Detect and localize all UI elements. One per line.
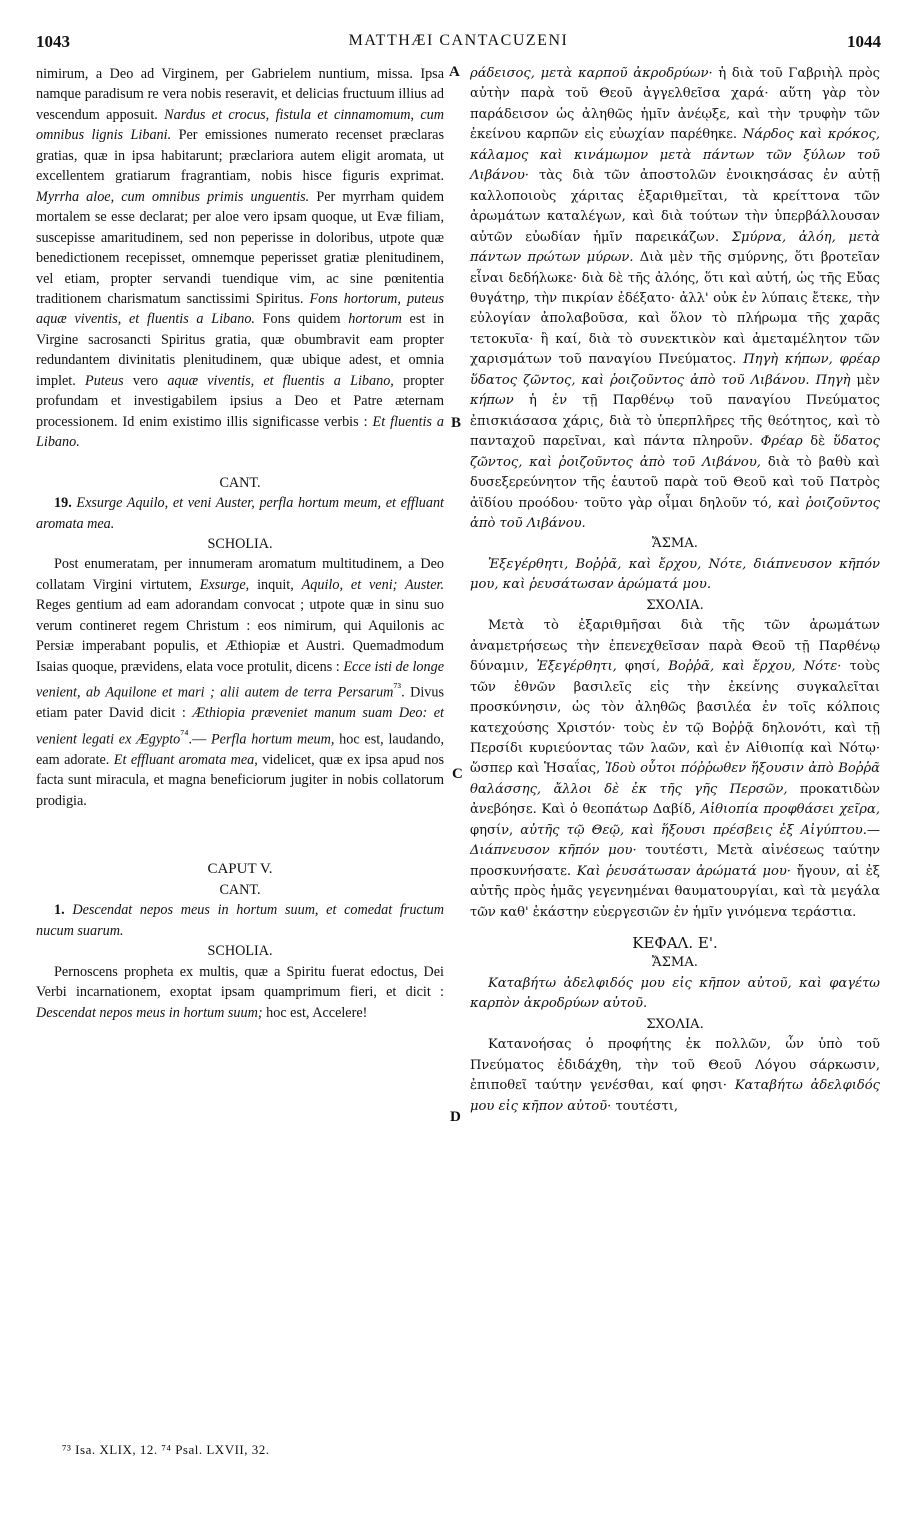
text: videlicet, quæ ex ipsa apud nos facta sunt miracula, et magna beneficiorum jugiter in nobis collatorum prodigia. bbox=[36, 751, 445, 809]
verse-19 bbox=[36, 493, 444, 534]
page-number-right: 1044 bbox=[847, 32, 881, 51]
page-number-left: 1043 bbox=[36, 32, 70, 51]
quote: Et effluant aromata mea, bbox=[113, 751, 258, 768]
quote: Et fluentis a Libano. bbox=[36, 413, 444, 451]
verse-1 bbox=[36, 900, 444, 941]
section-heading-scholia: ΣΧΟΛΙΑ. bbox=[646, 1016, 704, 1032]
section-heading-cant: CANT. bbox=[219, 474, 261, 491]
text: τὰς διὰ τῶν ἀποστολῶν ἐνοικησάσας ἐν αὐτῇ καλλοποιοὺς χάριτας ἐξαριθμεῖται, τὰ κρείττονα τῶν ἀρωμάτων καταλέγων, καὶ διὰ τούτων τὴν ὑπερβάλλουσαν αὐτῶν εὐωδίαν ἡμῖν παρεικάζων. bbox=[470, 168, 880, 245]
greek-paragraph-1 bbox=[470, 64, 880, 534]
quote: Καταβήτω ἀδελφιδός μου εἰς κῆπον αὐτοῦ· bbox=[470, 1078, 880, 1114]
chapter-heading: CAPUT V. bbox=[207, 861, 273, 878]
text: Reges gentium ad eam adorandam convocat ; utpote quæ in sinu suo verum contineret regem Christum : eos nimirum, qui Aquilonis ac Persiæ imperabant populis, et Æthiopiæ et Austri. Quemadmodum Isaias quoque, prævidens, elata voce protulit, dicens : bbox=[36, 597, 444, 675]
quote: Aquilo, et veni; Auster. bbox=[301, 576, 444, 593]
quote: Nardus et crocus, fistula et cinnamomum, cum omnibus lignis Libani. bbox=[36, 106, 445, 144]
text: Pernoscens propheta ex multis, quæ a Spiritu fuerat edoctus, Dei Verbi incarnationem, exoptat ipsam quamprimum fieri, et dicit : bbox=[36, 963, 444, 1001]
section-heading-scholia: SCHOLIA. bbox=[207, 943, 273, 960]
quote: Καὶ ῥευσάτωσαν ἀρώματά μου· bbox=[576, 863, 791, 879]
quote: ὕδατος ζῶντος, καὶ ῥοιζοῦντος ἀπὸ τοῦ Λιβάνου, bbox=[470, 434, 881, 470]
text: δὲ bbox=[810, 434, 826, 450]
latin-paragraph-3 bbox=[36, 962, 444, 1023]
quote: αὐτῆς τῷ Θεῷ, καὶ ἥξουσι πρέσβεις ἐξ Αἰγύπτου.—Διάπνευσον κῆπόν μου· bbox=[470, 822, 880, 859]
footnote-ref: ⁷³ bbox=[393, 680, 402, 695]
quote: Ἰδοὺ οὗτοι πόῤῥωθεν ἥξουσιν ἀπὸ Βοῤῥᾶ θαλάσσης, ἄλλοι δὲ ἐκ τῆς γῆς Περσῶν, bbox=[470, 761, 880, 797]
footnotes: ⁷³ Isa. XLIX, 12. ⁷⁴ Psal. LXVII, 32. bbox=[62, 1442, 270, 1457]
quote: Πηγὴ κήπων, φρέαρ ὕδατος ζῶντος, καὶ ῥοιζοῦντος ἀπὸ τοῦ Λιβάνου. bbox=[470, 352, 880, 388]
quote: Descendat nepos meus in hortum suum; bbox=[36, 1004, 263, 1021]
text: .— bbox=[188, 731, 207, 748]
quote: Æthiopia præveniet manum suam Deo: et venient legati ex Ægypto bbox=[36, 705, 445, 748]
text: Post enumeratam, per innumeram aromatum multitudinem, a Deo collatam Virgini virtutem, bbox=[36, 556, 444, 593]
text: ἡ διὰ τοῦ Γαβριὴλ πρὸς αὐτὴν παρὰ τοῦ Θεοῦ ἀγγελθεῖσα χαρά· αὕτη γὰρ τὸν παράδεισον ὡς ἀληθῶς ἡμῖν ἀνέῳξε, καὶ τὴν τρυφὴν τῶν ἐκείνου καρπῶν εἰς εὐωχίαν παρέθηκε. bbox=[470, 66, 881, 143]
footnote-ref: ⁷⁴ bbox=[180, 726, 189, 741]
text: Per emissiones numerato recenset præclaras gratias, quæ in ipsa habitarunt; præclariora autem eligit aromata, ut excellentem gratiarum fragrantiam, nobis hisce figuris exprimat. bbox=[36, 127, 444, 185]
margin-letter-a: A bbox=[449, 64, 460, 80]
running-title: MATTHÆI CANTACUZENI bbox=[348, 32, 569, 49]
text: διὰ τὸ βαθὺ καὶ δυσεξερεύνητον τῆς ἑαυτοῦ παρὰ τοῦ Θεοῦ καὶ τοῦ Πατρὸς ἀϊδίου προόδου· τοῦτο γὰρ οἶμαι δηλοῦν τό, bbox=[470, 454, 880, 511]
text: προκατιδὼν ἀνεβόησε. Καὶ ὁ θεοπάτωρ Δαβίδ, bbox=[470, 781, 880, 818]
quote: κήπων bbox=[470, 393, 514, 409]
quote: aquæ viventis, et fluentis a Libano, bbox=[167, 372, 394, 389]
verse-text: Descendat nepos meus in hortum suum, et comedat fructum nucum suarum. bbox=[36, 902, 445, 939]
text: Διὰ μὲν τῆς σμύρνης, ὅτι βροτεῖαν εἶναι δεδήλωκε· διὰ δὲ τῆς ἀλόης, ὅτι καὶ αὐτή, ὡς τῆς Εὔας θυγάτηρ, τὴν πικρίαν ἐδέξατο· ἀλλ' οὐκ ἐν λύπαις ἔτεκε, τὴν εὐλογίαν ἀπολαβοῦσα, καὶ ὅλον τὸ πλήρωμα τῆς χαρᾶς τετοκυῖα· ἢ καί, διὰ τὸ συνεκτικὸν καὶ ἀμεταμέλητον τῶν χαρισμάτων τοῦ παναγίου Πνεύματος. bbox=[470, 250, 880, 368]
text: μὲν bbox=[856, 372, 881, 388]
quote: Puteus bbox=[85, 372, 124, 389]
greek-paragraph-3 bbox=[470, 1035, 880, 1117]
quote: Myrrha aloe, cum omnibus primis unguentis. bbox=[36, 188, 310, 205]
quote: Πηγὴ bbox=[815, 372, 851, 388]
quote: Σμύρνα, ἀλόη, μετὰ πάντων πρώτων μύρων. bbox=[470, 229, 881, 266]
text: Μετὰ τὸ ἐξαριθμῆσαι διὰ τῆς τῶν ἀρωμάτων ἀναμετρήσεως τὴν ἐπενεχθεῖσαν παρὰ Θεοῦ τῇ Παρθένῳ δύναμιν, bbox=[470, 618, 880, 675]
text: nimirum, a Deo ad Virginem, per Gabrielem nuntium, missa. Ipsa namque paradisum re vera nobis reseravit, et delicias fructuum illius ad vescendum apposuit. bbox=[36, 66, 444, 123]
text: est in Virgine sacrosancti Spiritus gratia, quæ obumbravit eam propter redundantem divinitatis plenitudinem, quæ ubique adest, et omnia implet. bbox=[36, 311, 445, 389]
section-heading-scholia: ΣΧΟΛΙΑ. bbox=[646, 597, 704, 613]
text: hoc est, Accelere! bbox=[266, 1004, 368, 1021]
section-heading-asma: ἌΣΜΑ. bbox=[652, 955, 698, 971]
quote: ράδεισος, μετὰ καρποῦ ἀκροδρύων· bbox=[470, 66, 713, 81]
text: Fons quidem bbox=[262, 311, 341, 328]
quote: Βοῤῥᾶ, καὶ ἔρχου, Νότε· bbox=[668, 659, 842, 675]
text: φησίν, bbox=[470, 822, 514, 838]
quote: Fons hortorum, puteus aquæ viventis, et fluentis a Libano. bbox=[36, 290, 445, 328]
quote: καὶ ῥοιζοῦντος ἀπὸ τοῦ Λιβάνου. bbox=[470, 495, 880, 531]
text: τουτέστι, bbox=[615, 1098, 679, 1114]
text: τοὺς τῶν ἐθνῶν βασιλεῖς εἰς τὴν ἐκείνης συγκαλεῖται προσκύνησιν, ὡς τὸν ἀληθῶς βασιλέα ἐν τοῖς κόλποις κατεχούσης Χριστόν· τοὺς ἐν τῷ Βοῤῥᾷ δηλονότι, καὶ τῇ Περσίδι κυριεύοντας τῶν λαῶν, καὶ ἐν Αἰθιοπίᾳ καὶ Νότῳ· ὥσπερ καὶ Ἡσαΐας, bbox=[470, 659, 880, 777]
section-heading-cant: CANT. bbox=[219, 881, 261, 898]
text: Κατανοήσας ὁ προφήτης ἐκ πολλῶν, ὧν ὑπὸ τοῦ Πνεύματος ἐδιδάχθη, τὴν τοῦ Θεοῦ Λόγου σάρκωσιν, ἐπιποθεῖ ταύτην γενέσθαι, καί φησι· bbox=[470, 1037, 880, 1094]
quote: Αἰθιοπία προφθάσει χεῖρα, bbox=[700, 802, 880, 818]
text: φησί, bbox=[624, 659, 661, 675]
text: . Divus etiam pater David dicit : bbox=[36, 684, 444, 722]
text: inquit, bbox=[257, 576, 294, 593]
text: vero bbox=[132, 372, 159, 389]
margin-letter-d: D bbox=[450, 1109, 461, 1125]
verse-number: 19. bbox=[54, 495, 72, 512]
section-heading-scholia: SCHOLIA. bbox=[207, 535, 273, 552]
verse-number: 1. bbox=[54, 902, 65, 919]
verse-text: Exsurge Aquilo, et veni Auster, perfla hortum meum, et effluant aromata mea. bbox=[36, 495, 445, 532]
page-header bbox=[36, 32, 881, 56]
text: ἡ ἐν τῇ Παρθένῳ τοῦ παναγίου Πνεύματος ἐπισκιάσασα χάρις, διὰ τὸ ὑπερπλῆρες τῆς θεότητος, καὶ τὸ πανταχοῦ παρεῖναι, καὶ πάντα πληροῦν. bbox=[470, 393, 880, 450]
text: ἤγουν, αἱ ἐξ αὐτῆς πρὸς ἡμᾶς γεγενημέναι θαυματουργίαι, καὶ τὰ μεγάλα τῶν καθ' ἑκάστην εὐεργεσιῶν ἐν ἡμῖν γινόμενα τεράστια. bbox=[470, 863, 880, 920]
quote: Ἐξεγέρθητι, bbox=[536, 659, 617, 675]
chapter-heading: ΚΕΦΑΛ. Ε'. bbox=[632, 934, 718, 953]
margin-letter-c: C bbox=[452, 766, 463, 782]
text: τουτέστι, Μετὰ αἰνέσεως ταύτην προσκυνήσατε. bbox=[470, 843, 881, 879]
quote: hortorum bbox=[348, 311, 402, 328]
text: propter profundam et investigabilem ipsius a Deo et Patre æternam processionem. Id enim existimo illis significasse verbis : bbox=[36, 372, 445, 430]
latin-column bbox=[36, 64, 444, 1023]
quote: Νάρδος καὶ κρόκος, κάλαμος καὶ κινάμωμον μετὰ πάντων τῶν ξύλων τοῦ Λιβάνου· bbox=[470, 127, 880, 184]
quote: Exsurge, bbox=[199, 576, 250, 593]
latin-paragraph-1 bbox=[36, 64, 444, 453]
quote: Ecce isti de longe venient, ab Aquilone et mari ; alii autem de terra Persarum bbox=[36, 658, 444, 701]
margin-letter-b: B bbox=[451, 415, 462, 431]
greek-paragraph-2 bbox=[470, 616, 880, 923]
text: Per myrrham quidem mortalem se esse declarat; per aloe vero ipsam quoque, ut Evæ filiam, suscepisse amaritudinem, sed non peperisse in doloribus, utpote quæ benedictionem recepisset, omnemque peperisset gratiæ plenitudinem, vel etiam, propter servandi tuendique vim, ac sine pœnitentia traditionem charismatum sanctissimi Spiritus. bbox=[36, 188, 444, 307]
verse-19-greek: Ἐξεγέρθητι, Βοῤῥᾶ, καὶ ἔρχου, Νότε, διάπνευσον κῆπόν μου, καὶ ῥευσάτωσαν ἀρώματά μου. bbox=[470, 556, 880, 593]
latin-paragraph-2 bbox=[36, 554, 444, 811]
text: hoc est, laudando, eam adorate. bbox=[36, 731, 445, 768]
section-heading-asma: ἌΣΜΑ. bbox=[652, 536, 698, 552]
verse-1-greek: Καταβήτω ἀδελφιδός μου εἰς κῆπον αὐτοῦ, καὶ φαγέτω καρπὸν ἀκροδρύων αὐτοῦ. bbox=[470, 975, 880, 1012]
quote: Φρέαρ bbox=[760, 434, 803, 450]
greek-column bbox=[470, 64, 880, 1117]
quote: Perfla hortum meum, bbox=[211, 731, 335, 748]
